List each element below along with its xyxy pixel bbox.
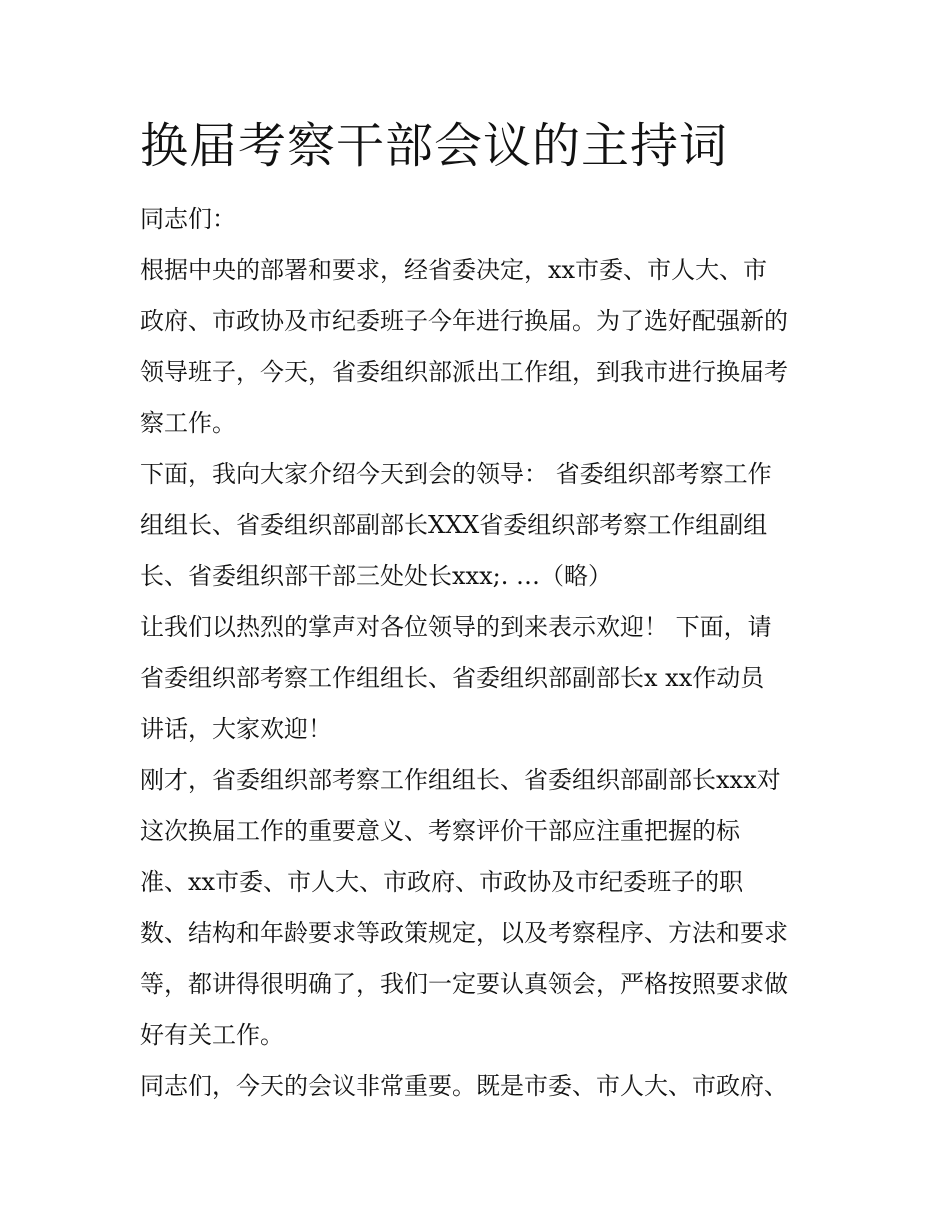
body-line: 根据中央的部署和要求，经省委决定，xx市委、市人大、市 (140, 256, 768, 284)
document-title: 换届考察干部会议的主持词 (140, 118, 729, 174)
body-line: 政府、市政协及市纪委班子今年进行换届。为了选好配强新的 (140, 307, 788, 335)
body-line: 刚才，省委组织部考察工作组组长、省委组织部副部长xxx对 (140, 766, 781, 794)
body-line: 好有关工作。 (140, 1021, 284, 1049)
body-line: 这次换届工作的重要意义、考察评价干部应注重把握的标 (140, 817, 740, 845)
body-line: 让我们以热烈的掌声对各位领导的到来表示欢迎！ 下面，请 (140, 613, 772, 641)
body-line: 数、结构和年龄要求等政策规定，以及考察程序、方法和要求 (140, 919, 788, 947)
body-line: 等，都讲得很明确了，我们一定要认真领会，严格按照要求做 (140, 970, 788, 998)
body-line: 组组长、省委组织部副部长XXX省委组织部考察工作组副组 (140, 511, 768, 539)
body-line: 准、xx市委、市人大、市政府、市政协及市纪委班子的职 (140, 868, 744, 896)
body-line: 察工作。 (140, 409, 236, 437)
body-line: 同志们，今天的会议非常重要。既是市委、市人大、市政府、 (140, 1072, 788, 1100)
body-line: 下面，我向大家介绍今天到会的领导： 省委组织部考察工作 (140, 460, 772, 488)
body-line: 长、省委组织部干部三处处长xxx;. …（略） (140, 562, 612, 590)
document-body (140, 194, 830, 1112)
body-line: 领导班子，今天，省委组织部派出工作组，到我市进行换届考 (140, 358, 788, 386)
body-line: 省委组织部考察工作组组长、省委组织部副部长x xx作动员 (140, 664, 765, 692)
body-line: 同志们： (140, 205, 236, 233)
body-line: 讲话，大家欢迎！ (140, 715, 332, 743)
